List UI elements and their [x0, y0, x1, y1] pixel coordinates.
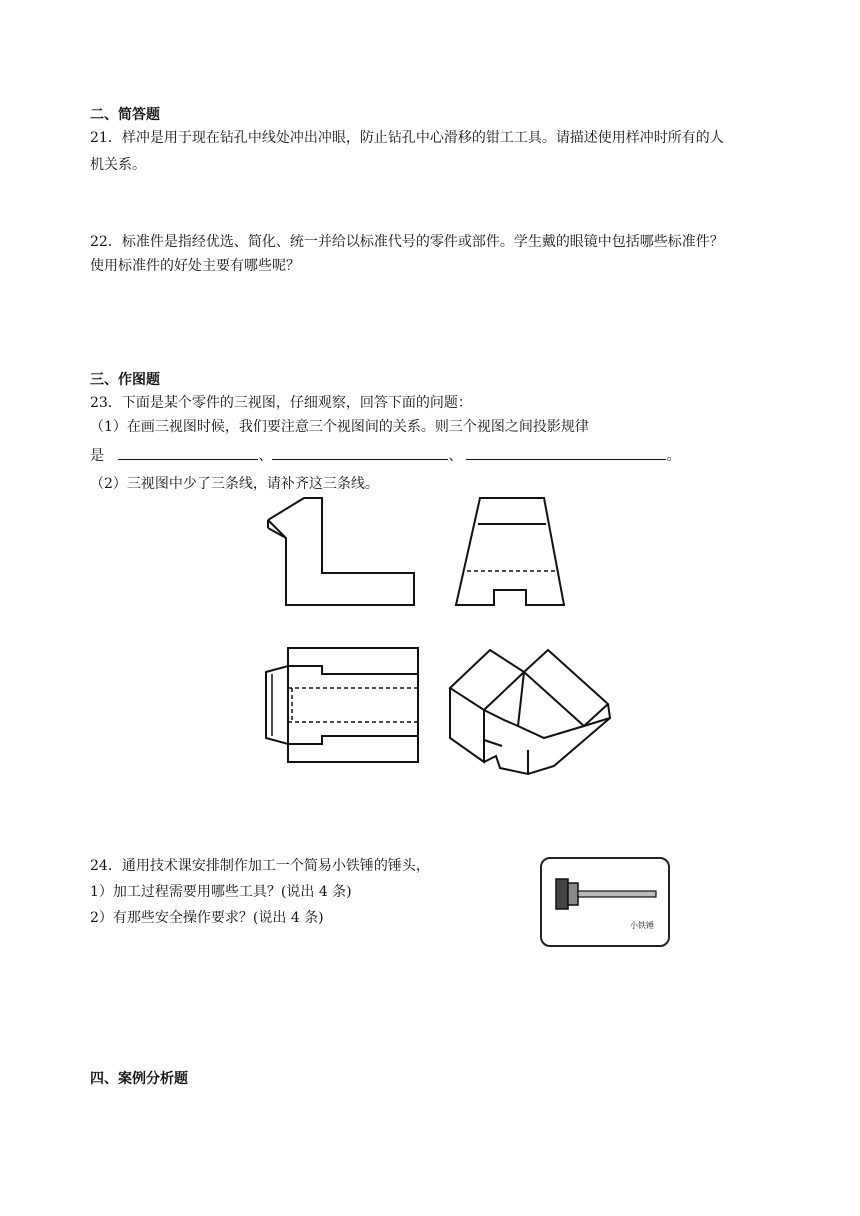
question-23-part1: （1）在画三视图时候，我们要注意三个视图间的关系。则三个视图之间投影规律 — [90, 419, 589, 435]
question-23-intro: 23．下面是某个零件的三视图，仔细观察，回答下面的问题： — [90, 395, 472, 411]
blank-separator-2: 、 — [448, 448, 463, 464]
question-24-item2: 2）有那些安全操作要求？(说出 4 条) — [90, 910, 324, 926]
blank-end: 。 — [666, 448, 681, 464]
question-21-line2: 机关系。 — [90, 157, 146, 173]
section-title-short-answer: 二、简答题 — [90, 107, 160, 123]
question-23-part2: （2）三视图中少了三条线，请补齐这三条线。 — [90, 476, 379, 492]
top-view-drawing — [262, 646, 422, 766]
section-title-case-analysis: 四、案例分析题 — [90, 1071, 188, 1087]
answer-prefix: 是 — [90, 448, 104, 464]
question-24-item1: 1）加工过程需要用哪些工具？(说出 4 条) — [90, 884, 352, 900]
question-23-blanks-line — [90, 445, 680, 467]
section-title-drawing: 三、作图题 — [90, 372, 160, 388]
hammer-image-label: 小铁锤 — [630, 921, 654, 930]
answer-blank-2[interactable] — [272, 445, 448, 460]
blank-separator-1: 、 — [258, 448, 273, 464]
isometric-view-drawing — [444, 646, 624, 776]
side-view-drawing — [454, 498, 574, 608]
question-22-line1: 22．标准件是指经优选、简化、统一并给以标准代号的零件或部件。学生戴的眼镜中包括哪些标准件？ — [90, 234, 724, 250]
question-24-intro: 24．通用技术课安排制作加工一个简易小铁锤的锤头， — [90, 858, 430, 874]
question-22-line2: 使用标准件的好处主要有哪些呢？ — [90, 258, 300, 274]
answer-blank-3[interactable] — [466, 445, 666, 460]
question-21-line1: 21．样冲是用于现在钻孔中线处冲出冲眼，防止钻孔中心滑移的钳工工具。请描述使用样冲时所有的人 — [90, 130, 724, 146]
hammer-image — [540, 857, 670, 947]
answer-blank-1[interactable] — [118, 445, 258, 460]
front-view-drawing — [262, 498, 422, 608]
